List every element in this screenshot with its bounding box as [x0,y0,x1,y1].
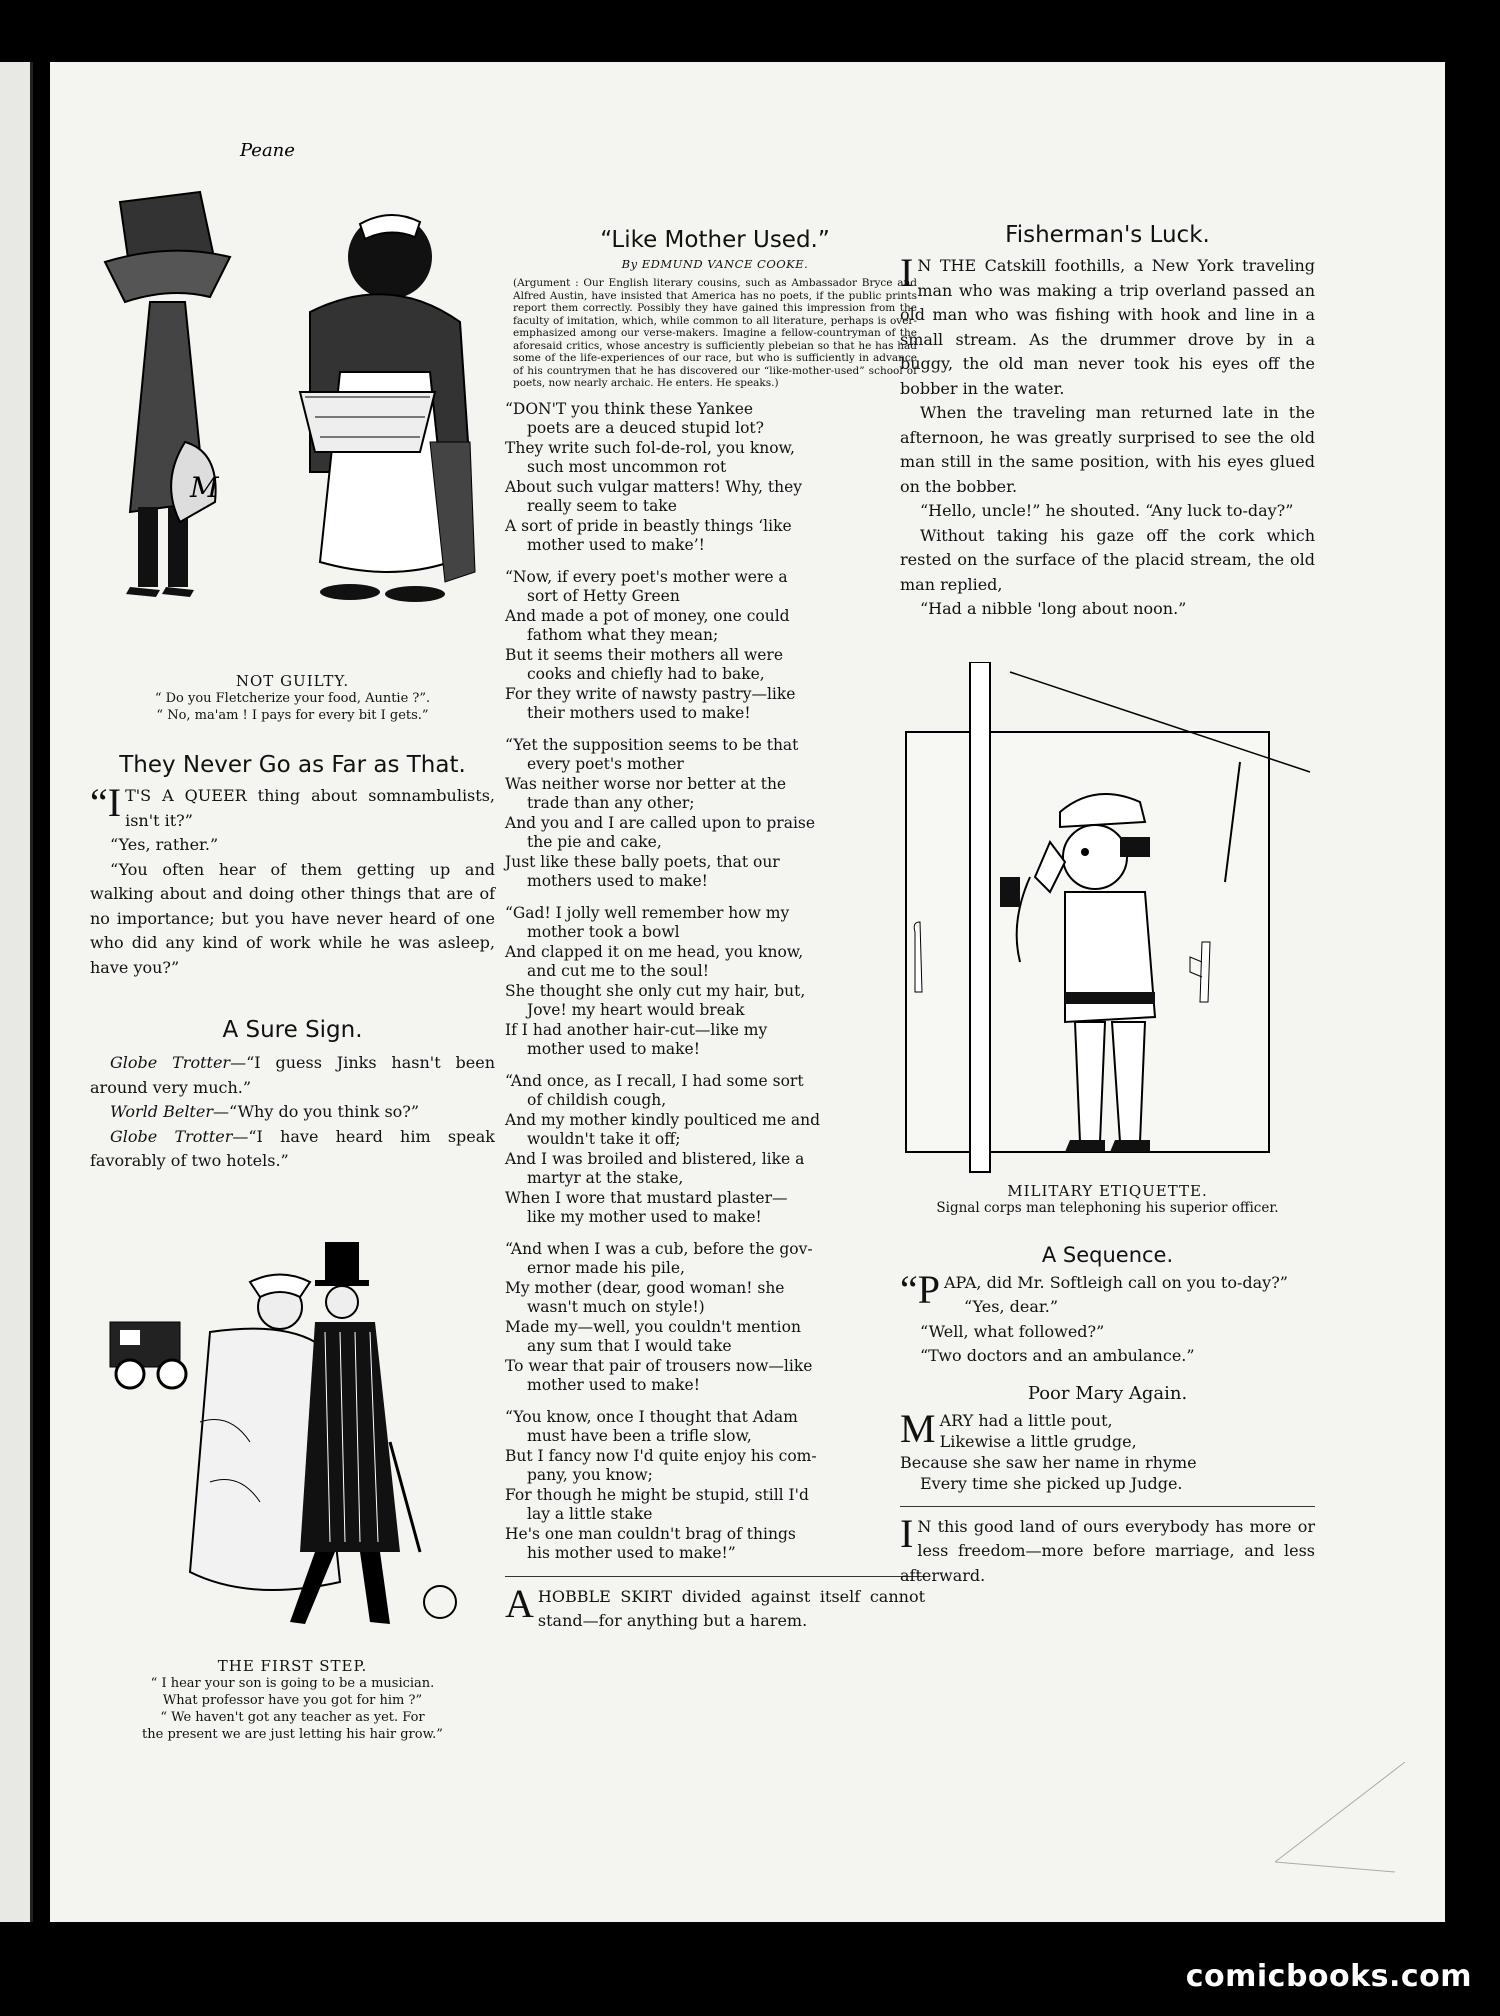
s6-line-4: wasn't much on style!) [527,1298,705,1316]
s6-line-1: “And when I was a cub, before the gov- [505,1239,813,1258]
s5-line-8: like my mother used to make! [527,1208,762,1226]
s7-line-4: pany, you know; [527,1466,653,1484]
not-guilty-illustration [90,142,490,642]
sure-sign-speaker-2: World Belter [110,1102,213,1121]
stanza-1 [505,400,925,556]
hobble-dropcap: A [505,1580,534,1626]
fisherman-p1: N THE Catskill foothills, a New York traveling man who was making a trip overland passed an old man who was fishing with hook and line in a small stream. As the drummer drove by in a buggy, the old man never took his eyes off the bobber in the water. [900,256,1315,398]
s4-line-4: and cut me to the soul! [527,962,709,980]
s7-line-2: must have been a trifle slow, [527,1427,752,1445]
s1-line-2: poets are a deuced stupid lot? [527,419,764,437]
not-guilty-line-2: “ No, ma'am ! I pays for every bit I gets.” [156,708,429,723]
s3-line-3: Was neither worse nor better at the [505,774,787,793]
military-caption [900,1182,1315,1217]
s5-line-1: “And once, as I recall, I had some sort [505,1071,804,1090]
s3-line-7: Just like these bally poets, that our [505,852,780,871]
s7-line-6: lay a little stake [527,1505,653,1523]
military-line-1: Signal corps man telephoning his superior officer. [936,1199,1279,1216]
s6-line-2: ernor made his pile, [527,1259,685,1277]
fisherman-heading: Fisherman's Luck. [1005,222,1210,248]
page-fold-mark [1275,1762,1415,1882]
not-guilty-caption [90,672,495,724]
sequence-p2: “Yes, dear.” [964,1297,1059,1316]
s3-line-8: mothers used to make! [527,872,708,890]
s3-line-5: And you and I are called upon to praise [505,813,816,832]
military-title: MILITARY ETIQUETTE. [1007,1181,1208,1200]
automobile [110,1322,186,1388]
poor-mary-dropcap: M [900,1405,936,1451]
first-step-title: THE FIRST STEP. [217,1657,368,1675]
freedom-dropcap: I [900,1510,914,1556]
s4-line-3: And clapped it on me head, you know, [505,942,804,961]
svg-text:M: M [190,471,219,504]
fisherman-p2: When the traveling man returned late in the afternoon, he was greatly surprised to see the old man still in the same position, with his eyes glued on the bobber. [900,403,1315,496]
artist-signature: Peane [240,142,295,161]
like-mother-heading: “Like Mother Used.” [600,227,830,253]
s3-line-2: every poet's mother [527,755,684,773]
s7-line-5: For though he might be stupid, still I'd [505,1485,809,1504]
sequence-dropcap: “P [900,1266,940,1312]
sequence-p1: APA, did Mr. Softleigh call on you to-day?” [944,1272,1288,1292]
s2-line-5: But it seems their mothers all were [505,645,784,664]
s3-line-1: “Yet the supposition seems to be that [505,735,799,754]
s5-line-3: And my mother kindly poulticed me and [505,1110,821,1129]
never-far-article [90,752,495,980]
first-step-illustration [100,1222,490,1642]
s6-line-8: mother used to make! [527,1376,700,1394]
s2-line-3: And made a pot of money, one could [505,606,790,625]
first-step-line-4: the present we are just letting his hair grow.” [142,1727,443,1742]
stanza-6 [505,1240,925,1396]
sequence-p4: “Two doctors and an ambulance.” [920,1346,1195,1365]
stanza-3 [505,736,925,892]
sure-sign-heading: A Sure Sign. [222,1017,363,1043]
right-column [900,62,1315,1588]
poor-mary-poem [900,1405,1315,1494]
s3-line-6: the pie and cake, [527,833,662,851]
never-far-p2: “Yes, rather.” [110,835,219,854]
never-far-dropcap: “I [90,780,122,825]
s5-line-7: When I wore that mustard plaster— [505,1188,788,1207]
poor-mary-line-2: Likewise a little grudge, [939,1431,1137,1451]
s6-line-7: To wear that pair of trousers now—like [505,1356,813,1375]
stanza-2 [505,568,925,724]
s4-line-2: mother took a bowl [527,923,680,941]
hobble-text: HOBBLE SKIRT divided against itself cannot stand—for anything but a harem. [537,1586,925,1630]
s2-line-6: cooks and chiefly had to bake, [527,665,765,683]
freedom-text: N this good land of ours everybody has more or less freedom—more before marriage, and less afterward. [900,1516,1315,1585]
s3-line-4: trade than any other; [527,794,695,812]
s1-line-8: mother used to make’! [527,536,705,554]
not-guilty-title: NOT GUILTY. [235,672,350,690]
like-mother-byline: By EDMUND VANCE COOKE. [621,257,809,271]
s7-line-1: “You know, once I thought that Adam [505,1407,798,1426]
first-step-caption [90,1657,495,1743]
s2-line-4: fathom what they mean; [527,626,719,644]
sure-sign-speaker-3: Globe Trotter [110,1126,233,1146]
s4-line-7: If I had another hair-cut—like my [505,1020,768,1039]
fisherman-dropcap: I [900,250,914,295]
fisherman-p5: “Had a nibble 'long about noon.” [920,599,1187,618]
divider-right [900,1506,1315,1507]
s5-line-2: of childish cough, [527,1091,667,1109]
stanza-4 [505,904,925,1060]
s2-line-8: their mothers used to make! [527,704,751,722]
sure-sign-speaker-1: Globe Trotter [110,1053,231,1072]
poem-body [505,400,925,1564]
s1-line-4: such most uncommon rot [527,458,727,476]
poor-mary-heading: Poor Mary Again. [1027,1382,1188,1404]
s6-line-3: My mother (dear, good woman! she [505,1278,785,1297]
s6-line-6: any sum that I would take [527,1337,732,1355]
middle-column [505,62,925,1634]
s7-line-7: He's one man couldn't brag of things [505,1524,796,1543]
s1-line-6: really seem to take [527,497,677,515]
s2-line-7: For they write of nawsty pastry—like [505,684,796,703]
military-etiquette-illustration [900,662,1315,1182]
s5-line-4: wouldn't take it off; [527,1130,681,1148]
fisherman-p3: “Hello, uncle!” he shouted. “Any luck to-day?” [920,501,1294,520]
never-far-heading: They Never Go as Far as That. [119,752,466,778]
s5-line-6: martyr at the stake, [527,1169,684,1187]
sequence-article [900,1266,1315,1369]
freedom-joke [900,1510,1315,1589]
s4-line-5: She thought she only cut my hair, but, [505,981,806,1000]
poor-mary-line-4: Every time she picked up Judge. [920,1473,1183,1493]
lady-figure [105,192,230,597]
s4-line-8: mother used to make! [527,1040,700,1058]
left-page-edge [0,62,33,1922]
sure-sign-article [90,1017,495,1174]
auntie-figure [300,215,475,602]
never-far-p3: “You often hear of them getting up and walking about and doing other things that are of no importance; but you have never heard of one who did any kind of work while he was asleep, have you?” [90,859,495,977]
fisherman-article [900,250,1315,622]
s5-line-5: And I was broiled and blistered, like a [505,1149,805,1168]
s7-line-8: his mother used to make!” [527,1544,736,1562]
s1-line-5: About such vulgar matters! Why, they [505,477,803,496]
watermark: comicbooks.com [1185,1959,1472,1994]
s2-line-1: “Now, if every poet's mother were a [505,567,788,586]
sure-sign-p1: —“I guess Jinks hasn't been around very much.” [90,1053,495,1097]
divider [505,1576,925,1577]
first-step-line-1: “ I hear your son is going to be a musician. [150,1676,435,1691]
first-step-line-3: “ We haven't got any teacher as yet. For [160,1710,425,1725]
s1-line-7: A sort of pride in beastly things ‘like [505,516,792,535]
poor-mary-line-1: ARY had a little pout, [939,1410,1113,1430]
stanza-7 [505,1408,925,1564]
poor-mary-line-3: Because she saw her name in rhyme [900,1452,1197,1472]
sure-sign-p3: —“I have heard him speak favorably of two hotels.” [90,1126,495,1170]
magazine-page [50,62,1445,1922]
never-far-p1: T'S A QUEER thing about somnambulists, isn't it?” [125,786,495,830]
s4-line-1: “Gad! I jolly well remember how my [505,903,790,922]
s2-line-2: sort of Hetty Green [527,587,680,605]
sequence-p3: “Well, what followed?” [920,1321,1105,1341]
not-guilty-line-1: “ Do you Fletcherize your food, Auntie ?”. [154,691,431,706]
fisherman-p4: Without taking his gaze off the cork which rested on the surface of the placid stream, the old man replied, [900,525,1315,594]
s6-line-5: Made my—well, you couldn't mention [505,1317,801,1336]
sure-sign-p2: —“Why do you think so?” [212,1102,420,1121]
hobble-skirt-joke [505,1580,925,1634]
s4-line-6: Jove! my heart would break [527,1001,745,1019]
stanza-5 [505,1072,925,1228]
first-step-line-2: What professor have you got for him ?” [162,1693,423,1708]
s7-line-3: But I fancy now I'd quite enjoy his com- [505,1446,817,1465]
s1-line-1: “DON'T you think these Yankee [505,399,754,418]
like-mother-argument: (Argument : Our English literary cousins, such as Ambassador Bryce and Alfred Austin, have insisted that America has no poets, if the public prints report them correctly. Possibly they have gained this impression from the faculty of imitation, which, while common to all literature, perhaps is over-emphasized among our verse-makers. Imagine a fellow-countryman of the aforesaid critics, whose ancestry is sufficiently plebeian so that he has had some of the life-experiences of our race, but who is sufficiently in advance of his countrymen that he has discovered our “like-mother-used” school of poets, now nearly archaic. He enters. He speaks.) [513,277,917,389]
sequence-heading: A Sequence. [1041,1242,1174,1267]
s1-line-3: They write such fol-de-rol, you know, [505,438,795,457]
